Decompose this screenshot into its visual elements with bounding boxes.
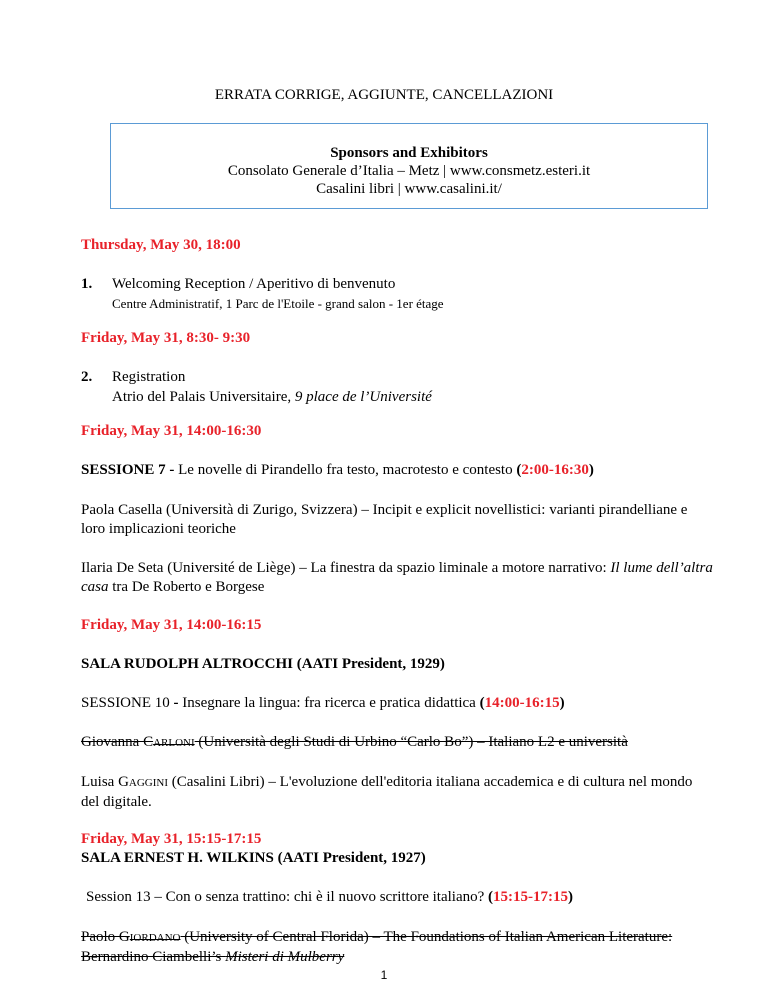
registration-title: Registration xyxy=(112,369,186,385)
registration-place-address: 9 place de l’Université xyxy=(294,389,432,405)
registration-place-text: Atrio del Palais Universitaire, xyxy=(112,389,295,405)
session-10-paren-open: ( xyxy=(479,695,485,711)
session-7-paren-close: ) xyxy=(588,462,594,478)
carloni-initial: Giovanna C xyxy=(81,734,154,750)
session-7-label: SESSIONE 7 - xyxy=(81,462,179,478)
session-7-paper-deseta xyxy=(81,559,721,597)
sponsor-consolato: Consolato Generale d’Italia – Metz | www.consmetz.esteri.it xyxy=(227,163,591,179)
session-10-paper-gaggini xyxy=(81,773,696,812)
document-title: ERRATA CORRIGE, AGGIUNTE, CANCELLAZIONI xyxy=(214,87,554,103)
gaggini-rest: (Casalini Libri) – L'evoluzione dell'editoria italiana accademica e di cultura nel mondo del digitale. xyxy=(81,774,693,810)
session-10-paren-close: ) xyxy=(559,695,565,711)
session-13-time: 15:15-17:15 xyxy=(493,889,569,905)
sponsors-heading: Sponsors and Exhibitors xyxy=(330,145,488,161)
session-13-paren-open: ( xyxy=(488,889,494,905)
friday-registration-date-heading: Friday, May 31, 8:30- 9:30 xyxy=(81,330,251,346)
session-10-heading xyxy=(81,695,565,712)
session-10-time: 14:00-16:15 xyxy=(484,695,560,711)
carloni-smallcaps: ARLONI xyxy=(153,737,195,749)
session-10-dash: - xyxy=(173,695,183,711)
gaggini-initial: Luisa G xyxy=(81,774,129,790)
session-7-heading xyxy=(81,462,594,479)
friday-session7-date-heading: Friday, May 31, 14:00-16:30 xyxy=(81,423,262,439)
carloni-rest: (Università degli Studi di Urbino “Carlo Bo”) – Italiano L2 e università xyxy=(194,734,628,750)
deseta-title-italic: Il lume dell’altra casa xyxy=(81,560,713,595)
welcome-reception-title: Welcoming Reception / Aperitivo di benvenuto xyxy=(112,276,396,292)
sala-wilkins-heading: SALA ERNEST H. WILKINS (AATI President, 1927) xyxy=(81,850,426,866)
gaggini-smallcaps: AGGINI xyxy=(128,777,169,789)
session-10-label: SESSIONE 10 xyxy=(81,695,174,711)
session-7-time: 2:00-16:30 xyxy=(521,462,589,478)
deseta-text-end: tra De Roberto e Borgese xyxy=(108,579,265,595)
friday-session13-date-heading: Friday, May 31, 15:15-17:15 xyxy=(81,831,262,847)
sponsors-box xyxy=(110,123,708,209)
session-13-heading xyxy=(86,889,573,906)
giordano-title-italic: Misteri di Mulberry xyxy=(225,949,345,965)
session-7-paren-open: ( xyxy=(516,462,522,478)
session-7-title: Le novelle di Pirandello fra testo, macrotesto e contesto xyxy=(178,462,517,478)
session-13-paren-close: ) xyxy=(568,889,574,905)
item-number-1: 1. xyxy=(81,276,93,292)
registration-place xyxy=(112,389,432,406)
session-7-paper-casella: Paola Casella (Università di Zurigo, Svizzera) – Incipit e explicit novellistici: varianti pirandelliane e loro implicazioni teoriche xyxy=(81,502,688,537)
sala-altrocchi-heading: SALA RUDOLPH ALTROCCHI (AATI President, 1929) xyxy=(81,656,445,672)
item-number-2: 2. xyxy=(81,369,93,385)
giordano-rest: (University of Central Florida) – The Foundations of Italian American Literature: Bernardino Ciambelli’s xyxy=(81,929,673,965)
thursday-date-heading: Thursday, May 30, 18:00 xyxy=(81,237,241,253)
friday-session10-date-heading: Friday, May 31, 14:00-16:15 xyxy=(81,617,262,633)
session-13-paper-giordano-cancelled xyxy=(81,928,696,967)
session-10-title: Insegnare la lingua: fra ricerca e pratica didattica xyxy=(182,695,480,711)
session-10-paper-carloni-cancelled xyxy=(81,734,628,751)
sponsor-casalini: Casalini libri | www.casalini.it/ xyxy=(316,181,502,197)
deseta-text: Ilaria De Seta (Université de Liège) – La finestra da spazio liminale a motore narrativo: xyxy=(81,560,611,576)
page-number: 1 xyxy=(380,968,388,982)
giordano-initial: Paolo G xyxy=(81,929,130,945)
session-13-title: Session 13 – Con o senza trattino: chi è il nuovo scrittore italiano? xyxy=(86,889,489,905)
welcome-reception-place: Centre Administratif, 1 Parc de l'Etoile - grand salon - 1er étage xyxy=(112,296,444,311)
giordano-smallcaps: IORDANO xyxy=(129,932,181,944)
